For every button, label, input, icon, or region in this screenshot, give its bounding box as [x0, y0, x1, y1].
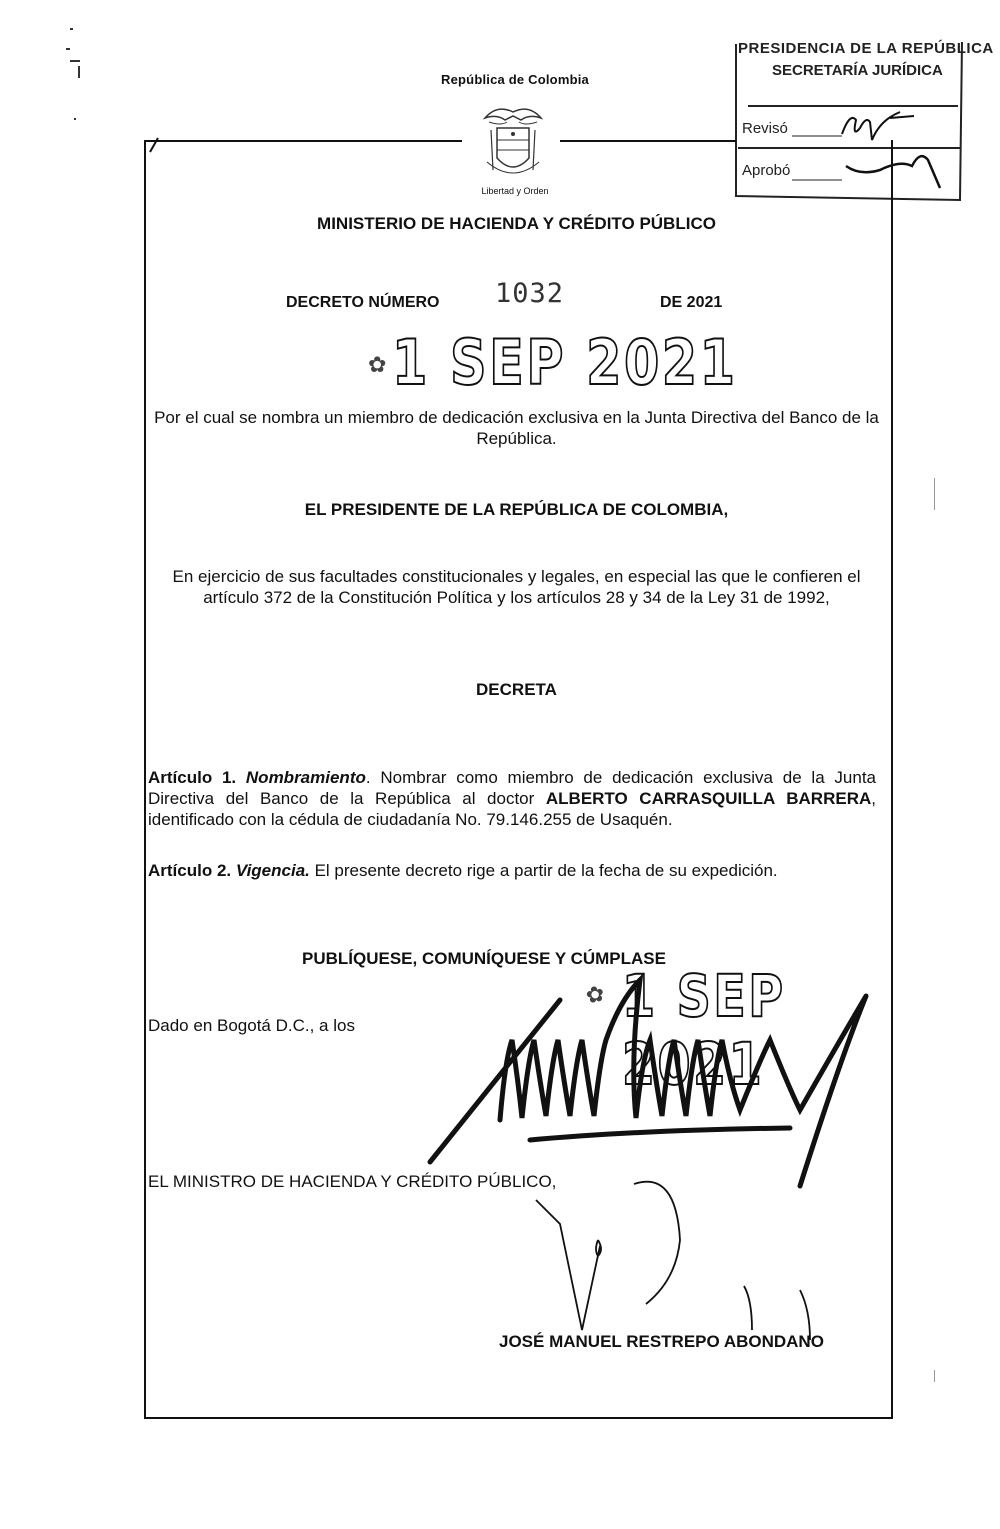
review-stamp-approved-label: Aprobó — [742, 162, 791, 179]
scan-speck — [74, 118, 76, 120]
review-stamp-line1: PRESIDENCIA DE LA REPÚBLICA — [738, 40, 994, 57]
legal-basis: En ejercicio de sus facultades constitucionales y legales, en especial las que le confieren el artículo 372 de la Constitución Política y los artículos 28 y 34 de la Ley 31 de 1992, — [172, 567, 861, 607]
article-text: . Nombrar como miembro de dedicación exclusiva de la Junta Directiva del Banco de la República al doctor — [148, 768, 876, 808]
review-stamp-line2: SECRETARÍA JURÍDICA — [772, 62, 943, 79]
stamp-seal-icon: ✿ — [583, 980, 607, 1009]
minister-name: JOSÉ MANUEL RESTREPO ABONDANO — [499, 1332, 824, 1351]
article-heading: Vigencia. — [235, 861, 310, 880]
scan-speck — [934, 1370, 935, 1382]
date-stamp: 1 SEP 2021 — [392, 326, 738, 399]
scan-speck — [934, 478, 935, 510]
article-2 — [148, 860, 876, 881]
appointee-name: ALBERTO CARRASQUILLA BARRERA — [545, 789, 872, 808]
given-in-location: Dado en Bogotá D.C., a los — [148, 1016, 355, 1035]
frame-top-left-rule — [144, 140, 462, 142]
minister-title: EL MINISTRO DE HACIENDA Y CRÉDITO PÚBLICO, — [148, 1172, 557, 1191]
article-text: , identificado con la cédula de ciudadanía No. 79.146.255 de Usaquén. — [148, 789, 876, 829]
article-number: Artículo 1. — [148, 768, 237, 787]
president-heading: EL PRESIDENTE DE LA REPÚBLICA DE COLOMBIA, — [304, 500, 729, 519]
coat-of-arms-icon — [477, 100, 549, 188]
scan-speck — [70, 28, 73, 30]
review-stamp-reviewed-label: Revisó — [742, 120, 788, 137]
republic-heading: República de Colombia — [441, 72, 589, 87]
closing-date-stamp: 1 SEP 2021 — [622, 962, 786, 1098]
article-heading: Nombramiento — [245, 768, 366, 787]
decree-year-label: DE 2021 — [660, 294, 723, 311]
stamp-seal-icon: ✿ — [368, 352, 387, 377]
article-1 — [148, 767, 876, 830]
decree-number: 1032 — [495, 278, 565, 309]
ministry-heading: MINISTERIO DE HACIENDA Y CRÉDITO PÚBLICO — [317, 214, 716, 233]
frame-top-right-rule — [560, 140, 736, 142]
scan-speck — [70, 60, 80, 62]
decree-subject: Por el cual se nombra un miembro de dedicación exclusiva en la Junta Directiva del Banco de la República. — [154, 408, 879, 448]
motto: Libertad y Orden — [481, 186, 549, 196]
decree-number-label: DECRETO NÚMERO — [286, 294, 440, 311]
article-text: El presente decreto rige a partir de la fecha de su expedición. — [309, 861, 778, 880]
decreta-heading: DECRETA — [476, 680, 557, 699]
article-number: Artículo 2. — [148, 861, 232, 880]
scan-speck — [66, 48, 70, 50]
publication-order: PUBLÍQUESE, COMUNÍQUESE Y CÚMPLASE — [302, 949, 666, 968]
